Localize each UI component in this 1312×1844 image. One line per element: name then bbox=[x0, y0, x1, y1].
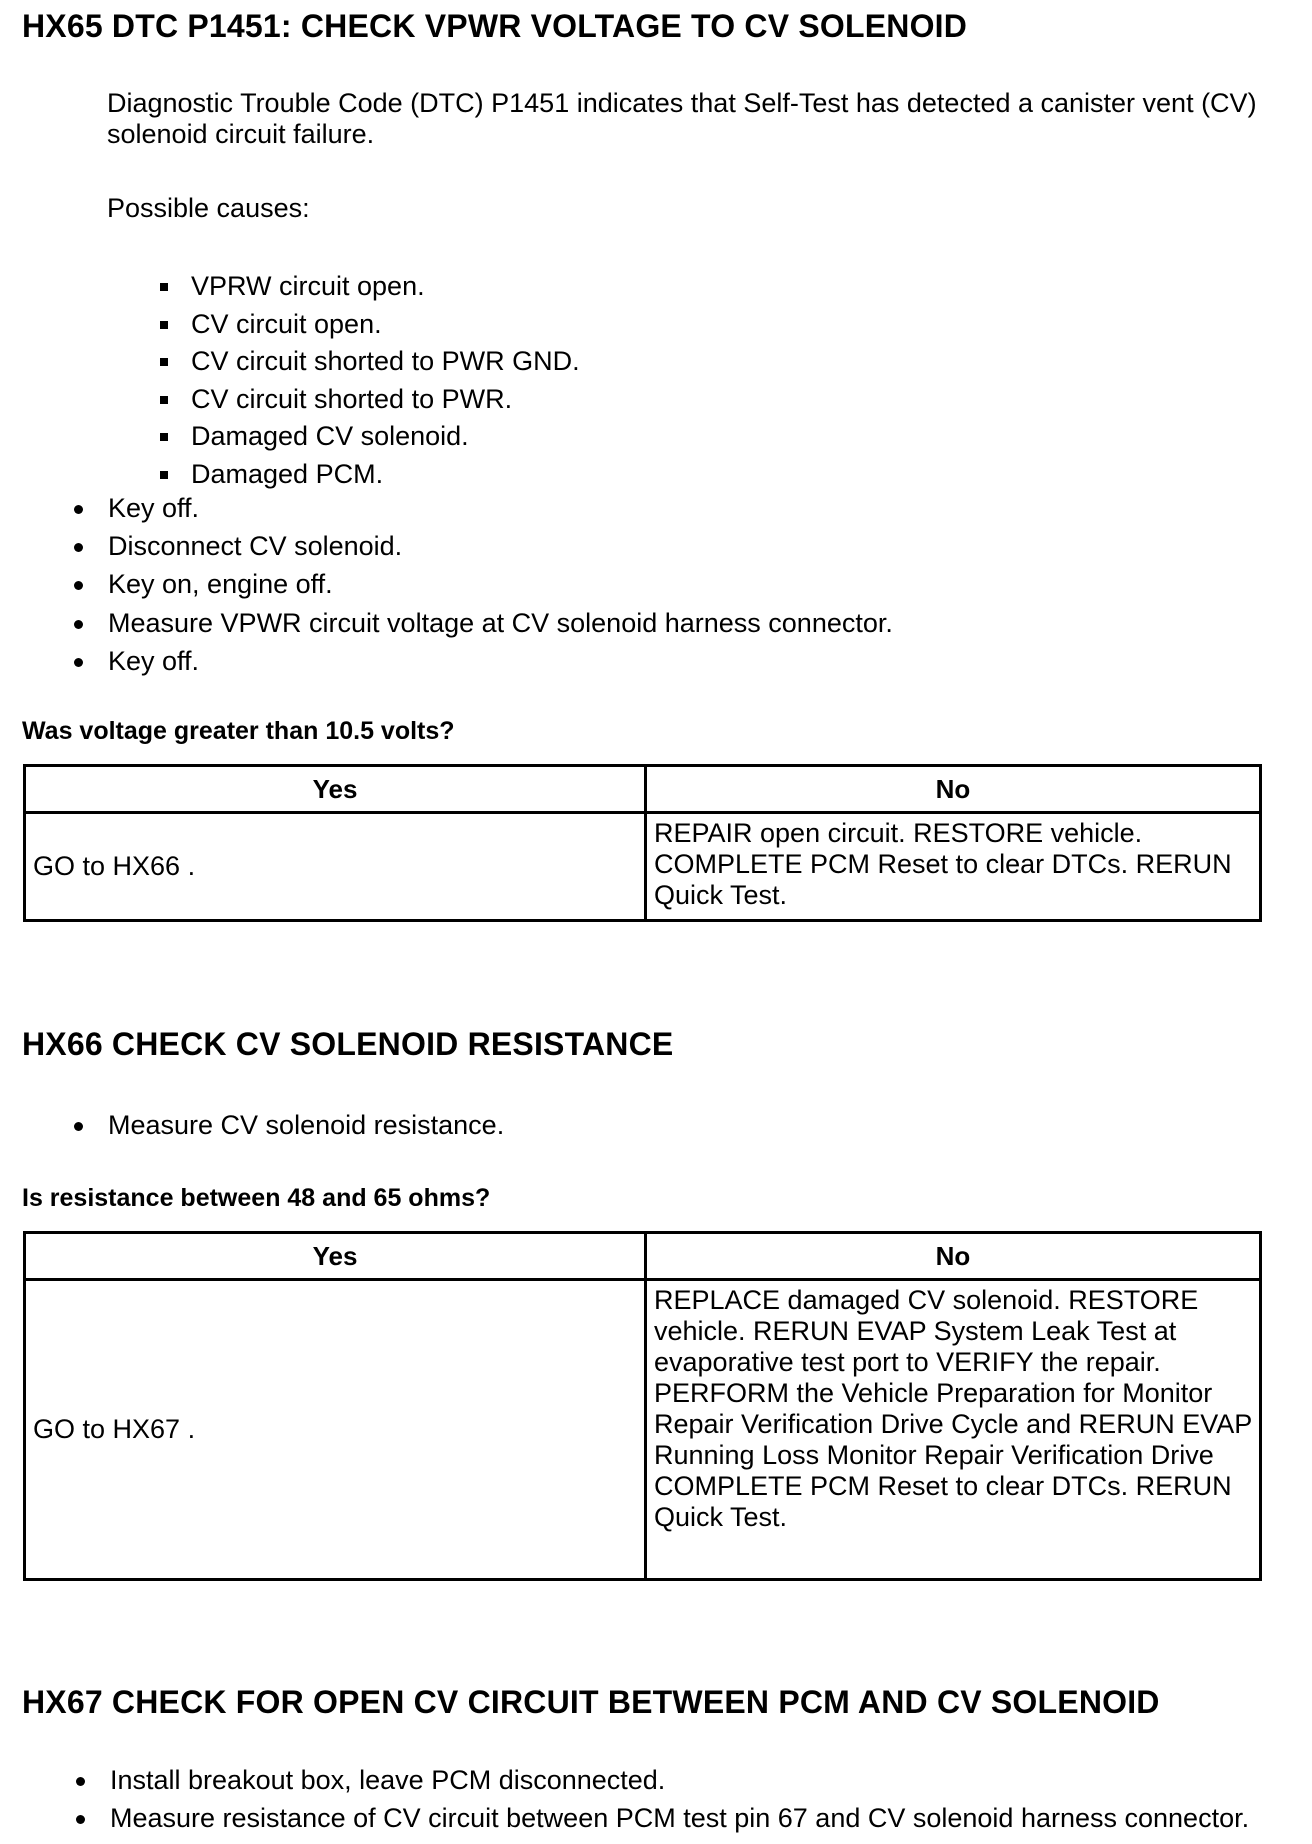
cause-item: CV circuit shorted to PWR. bbox=[160, 381, 1060, 419]
hx66-steps-list bbox=[74, 1106, 504, 1144]
hx67-steps-list bbox=[76, 1761, 1249, 1837]
cause-item: Damaged CV solenoid. bbox=[160, 418, 1060, 456]
hx65-question: Was voltage greater than 10.5 volts? bbox=[22, 717, 455, 745]
step-item: Key on, engine off. bbox=[74, 565, 893, 603]
cause-item: VPRW circuit open. bbox=[160, 268, 1060, 306]
hx67-heading: HX67 CHECK FOR OPEN CV CIRCUIT BETWEEN PCM AND CV SOLENOID bbox=[22, 1684, 1160, 1720]
yes-cell: GO to HX66 . bbox=[25, 813, 646, 921]
cause-item: CV circuit shorted to PWR GND. bbox=[160, 343, 1060, 381]
step-item: Measure resistance of CV circuit between PCM test pin 67 and CV solenoid harness connector. bbox=[76, 1799, 1249, 1837]
step-item: Key off. bbox=[74, 489, 893, 527]
yes-header: Yes bbox=[25, 1233, 646, 1280]
hx66-question: Is resistance between 48 and 65 ohms? bbox=[22, 1184, 491, 1212]
no-header: No bbox=[646, 1233, 1261, 1280]
hx66-heading: HX66 CHECK CV SOLENOID RESISTANCE bbox=[22, 1026, 674, 1062]
hx65-intro: Diagnostic Trouble Code (DTC) P1451 indicates that Self-Test has detected a canister vent (CV) solenoid circuit failure. bbox=[107, 88, 1257, 149]
cause-item: CV circuit open. bbox=[160, 306, 1060, 344]
step-item: Measure CV solenoid resistance. bbox=[74, 1106, 504, 1144]
hx65-heading: HX65 DTC P1451: CHECK VPWR VOLTAGE TO CV SOLENOID bbox=[22, 8, 968, 44]
step-item: Disconnect CV solenoid. bbox=[74, 527, 893, 565]
yes-cell: GO to HX67 . bbox=[25, 1280, 646, 1580]
no-header: No bbox=[646, 766, 1261, 813]
cause-item: Damaged PCM. bbox=[160, 456, 1060, 494]
step-item: Install breakout box, leave PCM disconnected. bbox=[76, 1761, 1249, 1799]
step-item: Key off. bbox=[74, 642, 893, 680]
yes-header: Yes bbox=[25, 766, 646, 813]
hx66-result-table bbox=[23, 1231, 1262, 1581]
possible-causes-list bbox=[160, 268, 1060, 494]
possible-causes-label: Possible causes: bbox=[107, 193, 310, 223]
no-cell: REPAIR open circuit. RESTORE vehicle. COMPLETE PCM Reset to clear DTCs. RERUN Quick Test. bbox=[646, 813, 1261, 921]
hx65-steps-list bbox=[74, 489, 893, 680]
step-item: Measure VPWR circuit voltage at CV solenoid harness connector. bbox=[74, 604, 893, 642]
hx65-result-table bbox=[23, 764, 1262, 922]
no-cell: REPLACE damaged CV solenoid. RESTORE vehicle. RERUN EVAP System Leak Test at evaporative test port to VERIFY the repair. PERFORM the Vehicle Preparation for Monitor Repair Verification Drive Cycle and RERUN EVAP Running Loss Monitor Repair Verification Drive COMPLETE PCM Reset to clear DTCs. RERUN Quick Test. bbox=[646, 1280, 1261, 1580]
